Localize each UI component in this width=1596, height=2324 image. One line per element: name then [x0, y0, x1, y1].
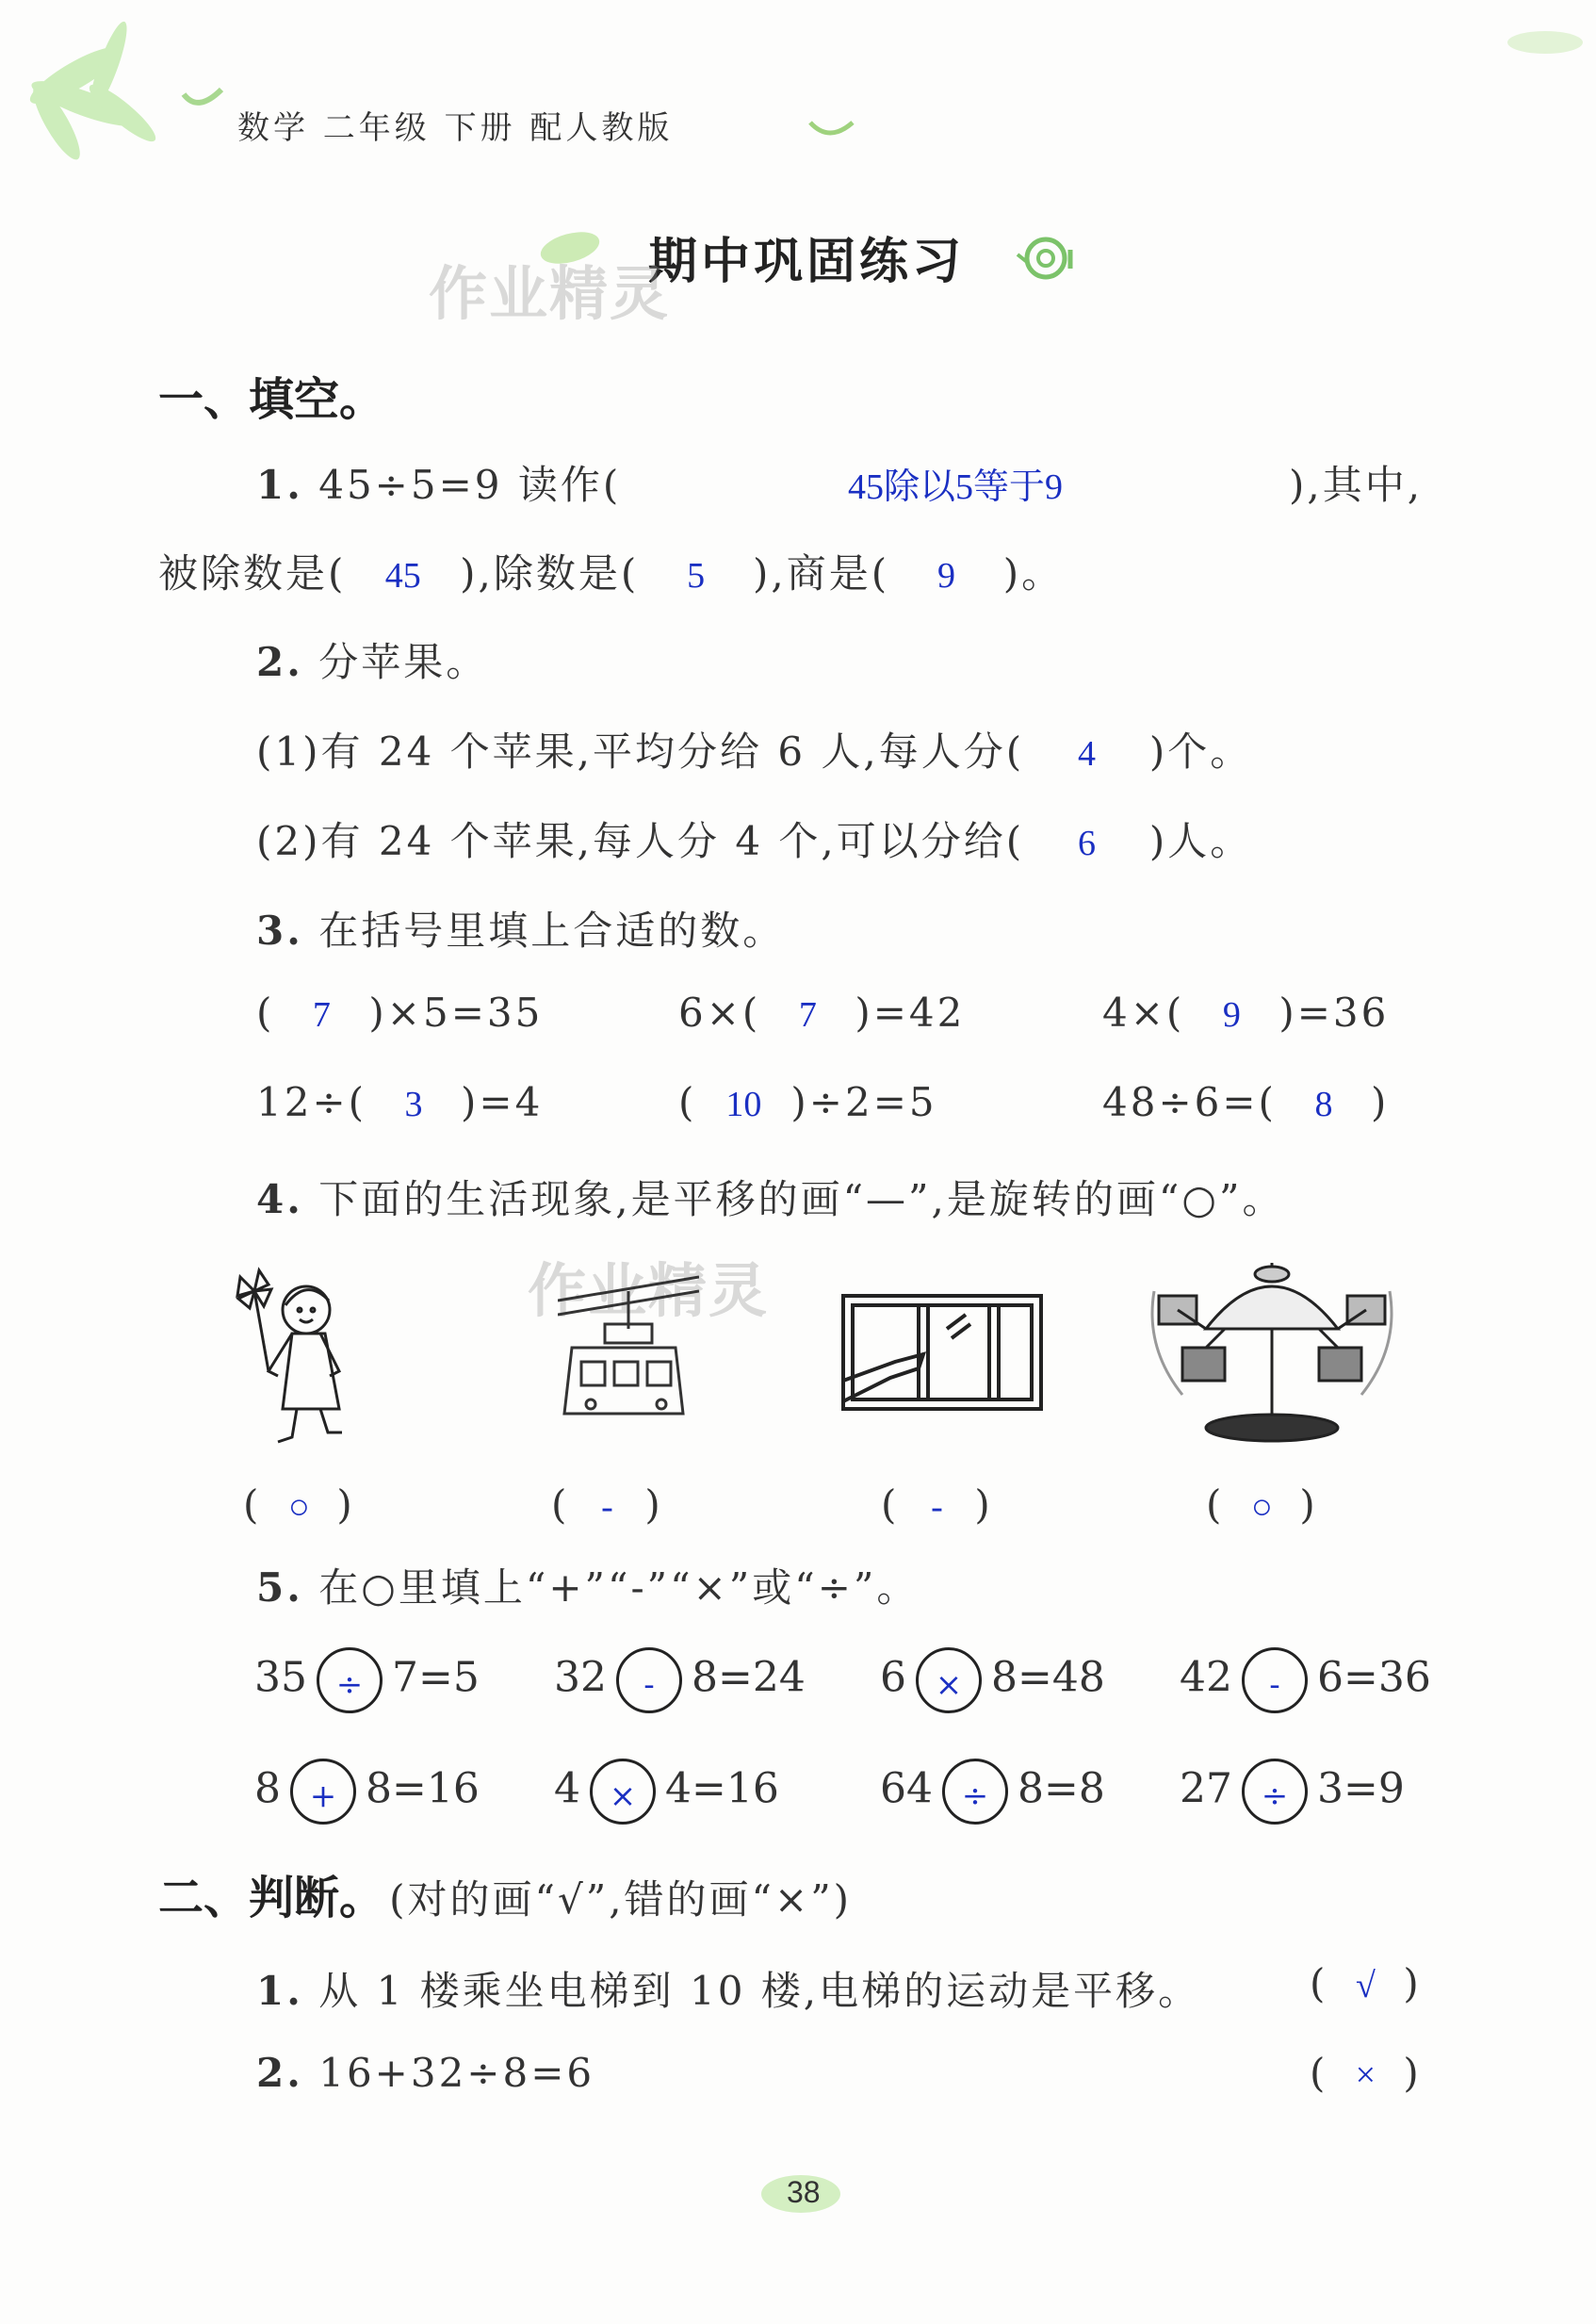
operator-circle: +	[290, 1759, 356, 1825]
question-2-part-2	[256, 810, 1252, 867]
question-text: ),除数是(	[460, 550, 640, 597]
answer: 6	[1078, 824, 1097, 863]
answer: 4	[1078, 734, 1097, 774]
q5-expression: 42 - 6=36	[1180, 1647, 1431, 1713]
bird-icon	[808, 113, 855, 141]
question-text: 45÷5=9 读作(	[318, 462, 622, 508]
question-text: 从 1 楼乘坐电梯到 10 楼,电梯的运动是平移。	[318, 1968, 1201, 2014]
question-2-part-1	[256, 721, 1252, 777]
section-note: (对的画“√”,错的画“×”)	[389, 1876, 853, 1923]
question-text: 被除数是(	[158, 550, 347, 597]
operator-circle: ×	[590, 1759, 656, 1825]
answer-divisor: 5	[687, 556, 706, 596]
q5-expression: 35 ÷ 7=5	[254, 1647, 480, 1713]
page-title: 期中巩固练习	[648, 234, 966, 290]
question-number: 4.	[256, 1176, 303, 1222]
q3-row1-item: 6×( 7 )=42	[678, 990, 966, 1036]
question-number: 5.	[256, 1564, 303, 1611]
snail-icon	[1008, 226, 1083, 287]
header-text: 数学 二年级 下册 配人教版	[237, 109, 674, 147]
q3-row1-item: ( 7 )×5=35	[256, 990, 544, 1036]
carousel-ride-icon	[1149, 1253, 1394, 1451]
q4-answer-3: ( - )	[881, 1481, 993, 1528]
q5-expression: 4 × 4=16	[554, 1759, 779, 1825]
q3-row2-item: ( 10 )÷2=5	[678, 1079, 937, 1125]
q4-answer-2: ( - )	[551, 1481, 663, 1528]
question-number: 2.	[256, 2050, 303, 2096]
question-5-title	[256, 1557, 919, 1613]
question-number: 2.	[256, 639, 303, 685]
sliding-window-icon	[839, 1291, 1046, 1414]
operator-circle: -	[616, 1647, 682, 1713]
judge-1	[256, 1960, 1200, 2017]
q5-expression: 64 ÷ 8=8	[880, 1759, 1105, 1825]
operator-circle: ÷	[942, 1759, 1008, 1825]
answer: 7	[312, 995, 331, 1035]
q5-expression: 6 × 8=48	[880, 1647, 1105, 1713]
page-number: 38	[787, 2175, 821, 2209]
question-number: 3.	[256, 908, 303, 954]
answer: ○	[1250, 1487, 1273, 1527]
answer: 8	[1314, 1085, 1333, 1124]
question-text: )人。	[1148, 818, 1253, 864]
question-text: 在○里填上“+”“-”“×”或“÷”。	[318, 1564, 920, 1611]
answer: ○	[287, 1487, 310, 1527]
watermark: 作业精灵	[429, 259, 671, 328]
q3-row1-item: 4×( 9 )=36	[1102, 990, 1390, 1036]
question-2-title	[256, 631, 488, 688]
question-text: (2)有 24 个苹果,每人分 4 个,可以分给(	[256, 818, 1025, 864]
q5-expression: 32 - 8=24	[554, 1647, 806, 1713]
question-text: 在括号里填上合适的数。	[318, 908, 786, 954]
girl-pinwheel-icon	[212, 1258, 382, 1447]
question-4-title	[256, 1169, 1284, 1225]
question-text: )。	[1002, 550, 1065, 597]
question-text: 分苹果。	[318, 639, 489, 685]
question-text: ),其中,	[1289, 462, 1424, 508]
section-label: 二、判断。	[158, 1872, 385, 1924]
operator-circle: ÷	[317, 1647, 383, 1713]
operator-circle: -	[1242, 1647, 1308, 1713]
answer: -	[601, 1487, 613, 1527]
leaf-corner-icon	[1507, 19, 1583, 75]
watermark: 作业精灵	[528, 1256, 770, 1325]
question-text: 下面的生活现象,是平移的画“—”,是旋转的画“○”。	[318, 1176, 1285, 1222]
q5-expression: 27 ÷ 3=9	[1180, 1759, 1405, 1825]
answer: 10	[725, 1085, 762, 1124]
answer: 3	[404, 1085, 423, 1124]
q3-row2-item: 12÷( 3 )=4	[256, 1079, 544, 1125]
question-number: 1.	[256, 462, 303, 508]
q5-expression: 8 + 8=16	[254, 1759, 480, 1825]
answer-read: 45除以5等于9	[848, 467, 1064, 507]
q4-answer-1: ( ○ )	[243, 1481, 355, 1528]
answer: √	[1355, 1966, 1376, 2005]
question-text: ),商是(	[752, 550, 890, 597]
q4-answer-4: ( ○ )	[1206, 1481, 1318, 1528]
answer: -	[931, 1487, 943, 1527]
question-text: )个。	[1148, 728, 1253, 775]
question-text: (1)有 24 个苹果,平均分给 6 人,每人分(	[256, 728, 1025, 775]
answer: ×	[1355, 2055, 1376, 2095]
judge-2-answer: ( × )	[1310, 2050, 1422, 2096]
answer: 7	[798, 995, 817, 1035]
operator-circle: ÷	[1242, 1759, 1308, 1825]
operator-circle: ×	[916, 1647, 982, 1713]
answer: 9	[1222, 995, 1241, 1035]
leaf-decoration-icon	[19, 19, 236, 179]
judge-1-answer: ( √ )	[1310, 1960, 1422, 2006]
question-text: 16+32÷8=6	[318, 2050, 595, 2096]
judge-2	[256, 2050, 594, 2096]
section-judge-heading	[158, 1861, 852, 1926]
question-1-line-1	[256, 454, 621, 511]
question-1-line-2	[158, 543, 1064, 599]
answer-quotient: 9	[936, 556, 955, 596]
cable-car-icon	[558, 1272, 699, 1442]
question-3-title	[256, 900, 785, 957]
q3-row2-item: 48÷6=( 8 )	[1102, 1079, 1390, 1125]
answer-dividend: 45	[384, 556, 421, 596]
section-fill-in-heading: 一、填空。	[158, 373, 385, 426]
question-number: 1.	[256, 1968, 303, 2014]
